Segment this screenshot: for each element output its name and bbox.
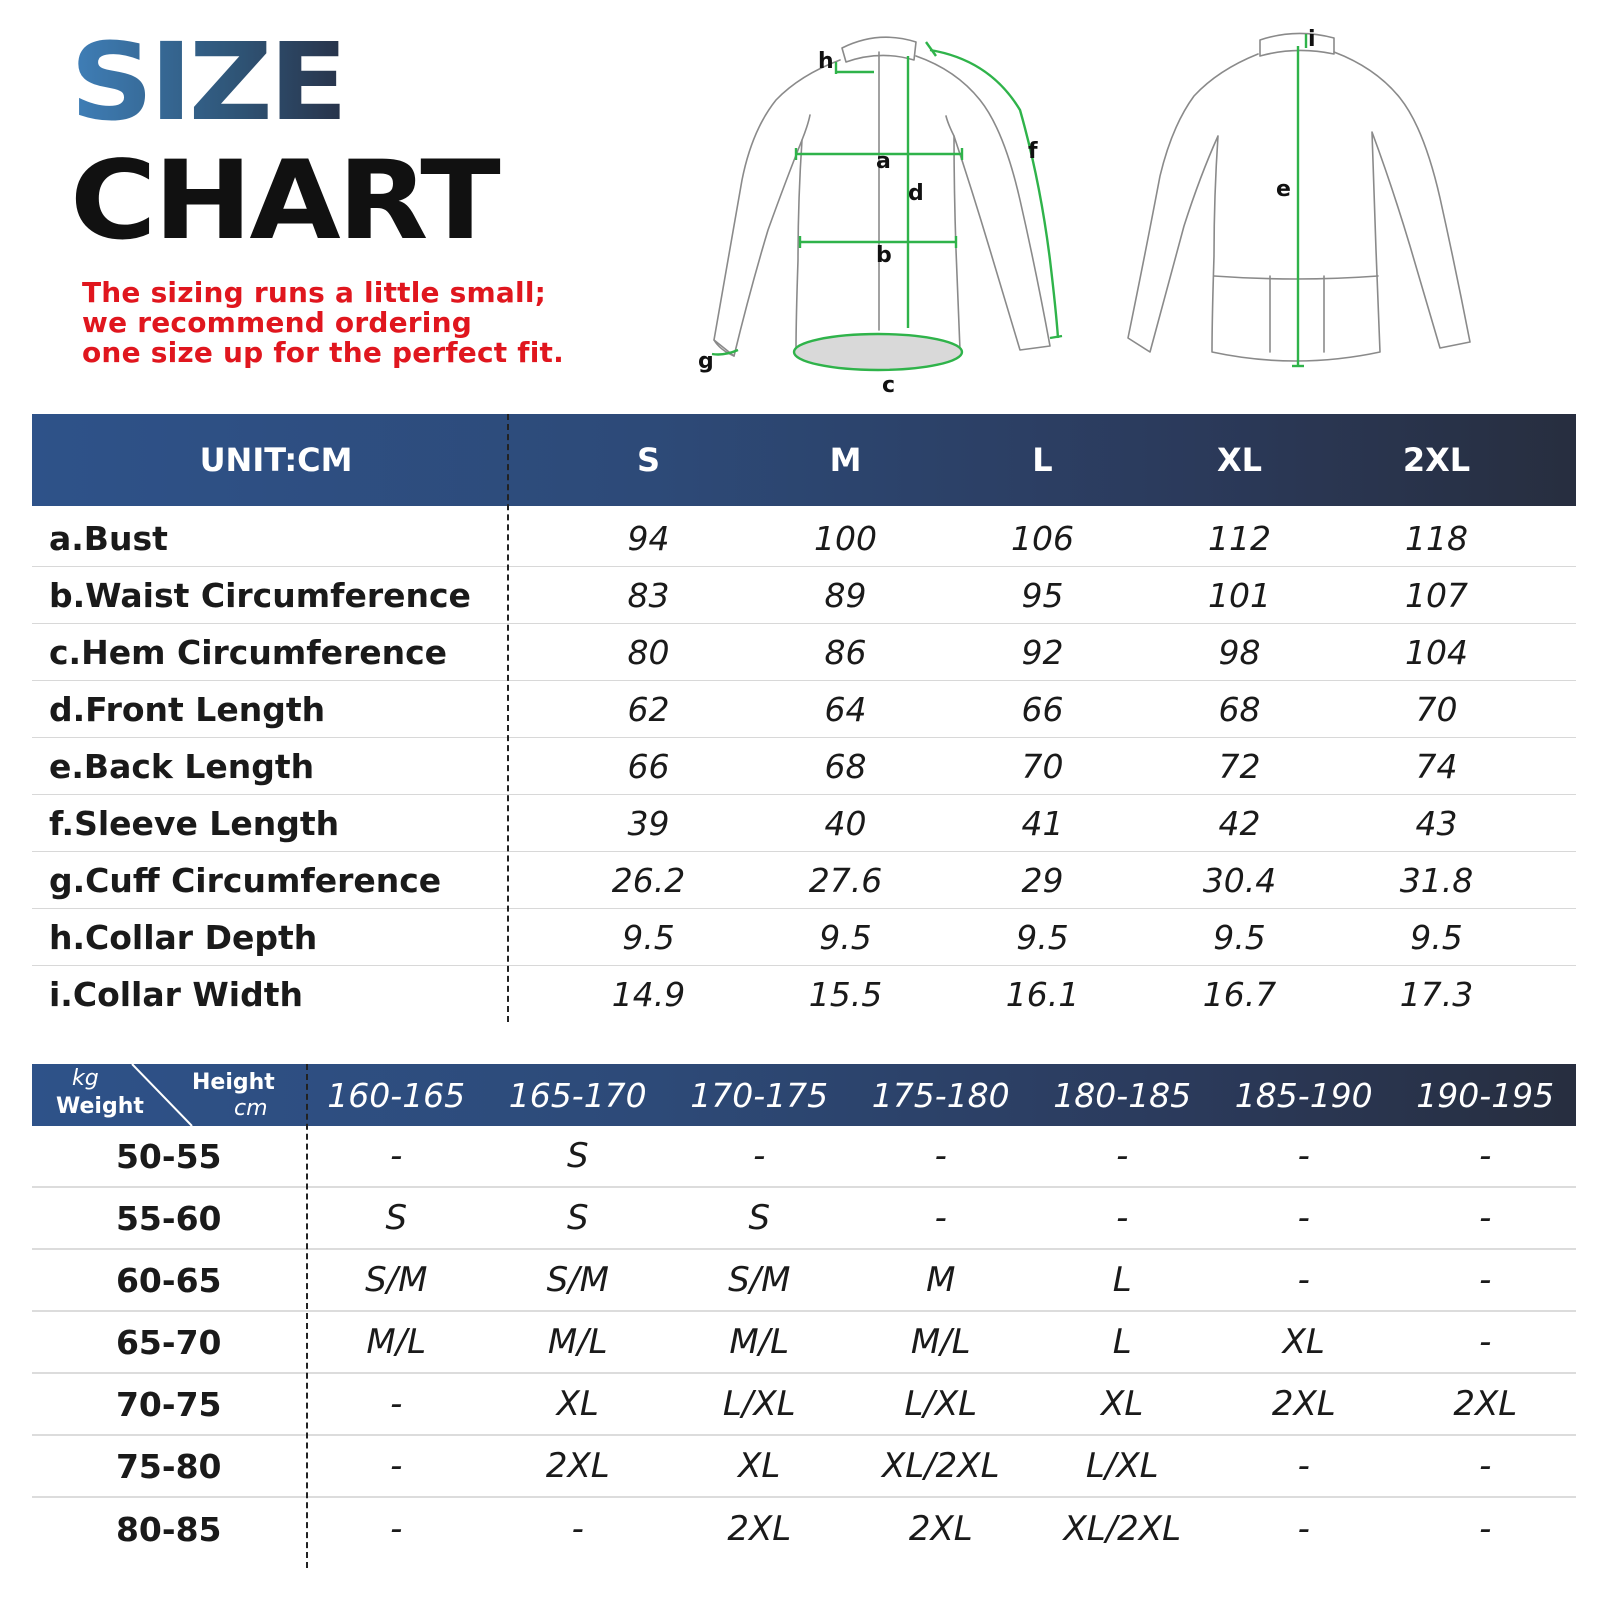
table-cell: 66 bbox=[627, 746, 670, 786]
table-cell: L bbox=[1112, 1260, 1132, 1300]
table-row bbox=[32, 966, 1576, 1023]
height-header: 170-175 bbox=[690, 1075, 829, 1115]
table-cell: XL bbox=[1101, 1384, 1144, 1424]
hem-ellipse bbox=[794, 334, 962, 370]
table-cell: 66 bbox=[1021, 689, 1064, 729]
table-cell: 2XL bbox=[1271, 1384, 1336, 1424]
table-cell: S bbox=[566, 1136, 589, 1176]
table-cell: 31.8 bbox=[1399, 860, 1474, 900]
weight-label: Weight bbox=[56, 1094, 144, 1119]
table-row bbox=[32, 1188, 1576, 1250]
sizing-note bbox=[82, 278, 582, 368]
size-header: L bbox=[1032, 441, 1053, 479]
height-header: 180-185 bbox=[1053, 1075, 1192, 1115]
kg-unit: kg bbox=[72, 1066, 99, 1091]
table-cell: 2XL bbox=[1453, 1384, 1518, 1424]
table-cell: M bbox=[926, 1260, 956, 1300]
jersey-measurement-diagram bbox=[690, 20, 1490, 400]
table-cell: 9.5 bbox=[1213, 917, 1266, 957]
table-cell: XL bbox=[556, 1384, 599, 1424]
table-cell: 100 bbox=[814, 518, 877, 558]
table-cell: - bbox=[1116, 1198, 1129, 1238]
table-row bbox=[32, 795, 1576, 852]
column-divider bbox=[306, 1064, 308, 1568]
table-cell: - bbox=[934, 1136, 947, 1176]
table-cell: 26.2 bbox=[611, 860, 686, 900]
table-cell: XL/2XL bbox=[1063, 1509, 1182, 1549]
label-b: b bbox=[876, 243, 892, 268]
table-row bbox=[32, 738, 1576, 795]
table-cell: 30.4 bbox=[1202, 860, 1277, 900]
weight-range: 80-85 bbox=[115, 1509, 222, 1549]
table-cell: 70 bbox=[1021, 746, 1064, 786]
table-cell: S/M bbox=[546, 1260, 609, 1300]
table-cell: - bbox=[1479, 1136, 1492, 1176]
size-table-header bbox=[32, 414, 1576, 506]
table-cell: 92 bbox=[1021, 632, 1064, 672]
table-cell: - bbox=[934, 1198, 947, 1238]
weight-range: 55-60 bbox=[115, 1198, 222, 1238]
table-cell: 101 bbox=[1208, 575, 1271, 615]
table-cell: 112 bbox=[1208, 518, 1271, 558]
table-cell: 2XL bbox=[908, 1509, 973, 1549]
table-cell: 83 bbox=[627, 575, 670, 615]
table-cell: XL bbox=[1282, 1322, 1325, 1362]
measurement-label: f.Sleeve Length bbox=[49, 803, 340, 843]
table-cell: - bbox=[390, 1384, 403, 1424]
size-table-body bbox=[32, 506, 1576, 1023]
table-cell: - bbox=[390, 1509, 403, 1549]
table-cell: 80 bbox=[627, 632, 670, 672]
measurement-label: e.Back Length bbox=[49, 746, 315, 786]
cm-unit: cm bbox=[234, 1096, 268, 1121]
table-cell: 118 bbox=[1405, 518, 1468, 558]
table-row bbox=[32, 624, 1576, 681]
back-measure-lines bbox=[1292, 34, 1306, 366]
label-e: e bbox=[1276, 177, 1291, 202]
table-cell: 74 bbox=[1415, 746, 1458, 786]
table-cell: XL/2XL bbox=[881, 1446, 1000, 1486]
table-cell: 41 bbox=[1021, 803, 1064, 843]
table-row bbox=[32, 567, 1576, 624]
table-cell: - bbox=[1479, 1446, 1492, 1486]
table-cell: 86 bbox=[824, 632, 867, 672]
note-line: The sizing runs a little small; bbox=[82, 276, 547, 309]
size-header: XL bbox=[1216, 441, 1263, 479]
table-cell: 62 bbox=[627, 689, 670, 729]
table-cell: S/M bbox=[728, 1260, 791, 1300]
table-cell: 68 bbox=[1218, 689, 1261, 729]
table-cell: 68 bbox=[824, 746, 867, 786]
table-cell: 39 bbox=[627, 803, 670, 843]
table-cell: 89 bbox=[824, 575, 867, 615]
table-cell: - bbox=[571, 1509, 584, 1549]
table-cell: 42 bbox=[1218, 803, 1261, 843]
label-h: h bbox=[818, 49, 834, 74]
table-cell: 9.5 bbox=[1410, 917, 1463, 957]
table-cell: 106 bbox=[1011, 518, 1074, 558]
table-cell: 98 bbox=[1218, 632, 1261, 672]
column-divider bbox=[507, 414, 509, 1022]
table-cell: 16.7 bbox=[1202, 975, 1277, 1014]
back-letter-labels bbox=[1276, 27, 1316, 202]
table-cell: 107 bbox=[1405, 575, 1468, 615]
table-row bbox=[32, 909, 1576, 966]
height-header: 185-190 bbox=[1234, 1075, 1373, 1115]
table-cell: M/L bbox=[366, 1322, 427, 1362]
weight-range: 75-80 bbox=[115, 1446, 222, 1486]
table-cell: 14.9 bbox=[611, 975, 686, 1014]
table-row bbox=[32, 681, 1576, 738]
table-cell: 17.3 bbox=[1399, 975, 1474, 1014]
table-cell: - bbox=[390, 1446, 403, 1486]
size-header: 2XL bbox=[1402, 441, 1471, 479]
table-cell: - bbox=[390, 1136, 403, 1176]
table-cell: - bbox=[753, 1136, 766, 1176]
size-columns bbox=[510, 441, 1576, 479]
table-cell: - bbox=[1479, 1260, 1492, 1300]
unit-label: UNIT:CM bbox=[199, 441, 353, 479]
table-cell: 43 bbox=[1415, 803, 1458, 843]
table-cell: - bbox=[1297, 1260, 1310, 1300]
table-cell: 95 bbox=[1021, 575, 1064, 615]
table-cell: 64 bbox=[824, 689, 867, 729]
label-g: g bbox=[698, 349, 714, 374]
fit-recommendation-table bbox=[32, 1064, 1576, 1560]
table-row bbox=[32, 1126, 1576, 1188]
table-row bbox=[32, 1498, 1576, 1560]
label-i: i bbox=[1308, 27, 1316, 52]
table-cell: 9.5 bbox=[819, 917, 872, 957]
table-cell: L/XL bbox=[904, 1384, 978, 1424]
table-row bbox=[32, 1436, 1576, 1498]
table-cell: 29 bbox=[1021, 860, 1064, 900]
title-chart: CHART bbox=[70, 136, 498, 264]
label-a: a bbox=[876, 149, 891, 174]
note-line: one size up for the perfect fit. bbox=[82, 336, 564, 369]
size-header: M bbox=[829, 441, 862, 479]
measurement-label: h.Collar Depth bbox=[49, 917, 318, 957]
table-cell: - bbox=[1479, 1198, 1492, 1238]
measurement-label: g.Cuff Circumference bbox=[49, 860, 442, 900]
table-cell: - bbox=[1479, 1322, 1492, 1362]
table-cell: 15.5 bbox=[808, 975, 883, 1014]
jersey-front-drawing bbox=[714, 37, 1050, 360]
table-cell: M/L bbox=[910, 1322, 971, 1362]
table-cell: 94 bbox=[627, 518, 670, 558]
table-cell: L/XL bbox=[722, 1384, 796, 1424]
height-label: Height bbox=[192, 1070, 275, 1095]
table-cell: - bbox=[1297, 1509, 1310, 1549]
table-cell: - bbox=[1297, 1198, 1310, 1238]
height-header: 175-180 bbox=[871, 1075, 1010, 1115]
size-measurement-table bbox=[32, 414, 1576, 1023]
note-line: we recommend ordering bbox=[82, 306, 472, 339]
corner-header bbox=[32, 1064, 306, 1126]
label-f: f bbox=[1028, 139, 1038, 164]
table-row bbox=[32, 1250, 1576, 1312]
weight-range: 50-55 bbox=[115, 1136, 222, 1176]
measurement-label: b.Waist Circumference bbox=[49, 575, 471, 615]
front-measure-lines bbox=[712, 42, 1062, 355]
table-cell: 72 bbox=[1218, 746, 1261, 786]
label-d: d bbox=[908, 181, 924, 206]
table-cell: XL bbox=[738, 1446, 781, 1486]
height-columns bbox=[306, 1076, 1577, 1115]
measurement-label: d.Front Length bbox=[49, 689, 326, 729]
size-header: S bbox=[636, 441, 661, 479]
weight-range: 70-75 bbox=[115, 1384, 222, 1424]
table-cell: - bbox=[1297, 1136, 1310, 1176]
table-row bbox=[32, 1312, 1576, 1374]
table-cell: 27.6 bbox=[808, 860, 883, 900]
height-header: 160-165 bbox=[327, 1075, 466, 1115]
table-row bbox=[32, 1374, 1576, 1436]
table-cell: - bbox=[1297, 1446, 1310, 1486]
measurement-label: a.Bust bbox=[49, 518, 168, 558]
table-cell: S bbox=[566, 1198, 589, 1238]
label-c: c bbox=[882, 373, 896, 398]
table-cell: S bbox=[385, 1198, 408, 1238]
measurement-label: i.Collar Width bbox=[49, 975, 303, 1014]
table-cell: 2XL bbox=[545, 1446, 610, 1486]
table-cell: 40 bbox=[824, 803, 867, 843]
table-cell: M/L bbox=[547, 1322, 608, 1362]
table-cell: M/L bbox=[729, 1322, 790, 1362]
table-cell: S bbox=[748, 1198, 771, 1238]
title-size: SIZE bbox=[70, 20, 345, 145]
table-cell: S/M bbox=[365, 1260, 428, 1300]
fit-table-header bbox=[32, 1064, 1576, 1126]
table-row bbox=[32, 510, 1576, 567]
table-cell: L/XL bbox=[1085, 1446, 1159, 1486]
table-cell: - bbox=[1479, 1509, 1492, 1549]
table-cell: L bbox=[1112, 1322, 1132, 1362]
table-cell: 9.5 bbox=[1016, 917, 1069, 957]
table-row bbox=[32, 852, 1576, 909]
weight-range: 60-65 bbox=[115, 1260, 222, 1300]
table-cell: 104 bbox=[1405, 632, 1468, 672]
table-cell: 9.5 bbox=[622, 917, 675, 957]
table-cell: - bbox=[1116, 1136, 1129, 1176]
height-header: 165-170 bbox=[508, 1075, 647, 1115]
table-cell: 16.1 bbox=[1005, 975, 1080, 1014]
measurement-label: c.Hem Circumference bbox=[49, 632, 448, 672]
height-header: 190-195 bbox=[1416, 1075, 1555, 1115]
weight-range: 65-70 bbox=[115, 1322, 222, 1362]
table-cell: 2XL bbox=[727, 1509, 792, 1549]
table-cell: 70 bbox=[1415, 689, 1458, 729]
